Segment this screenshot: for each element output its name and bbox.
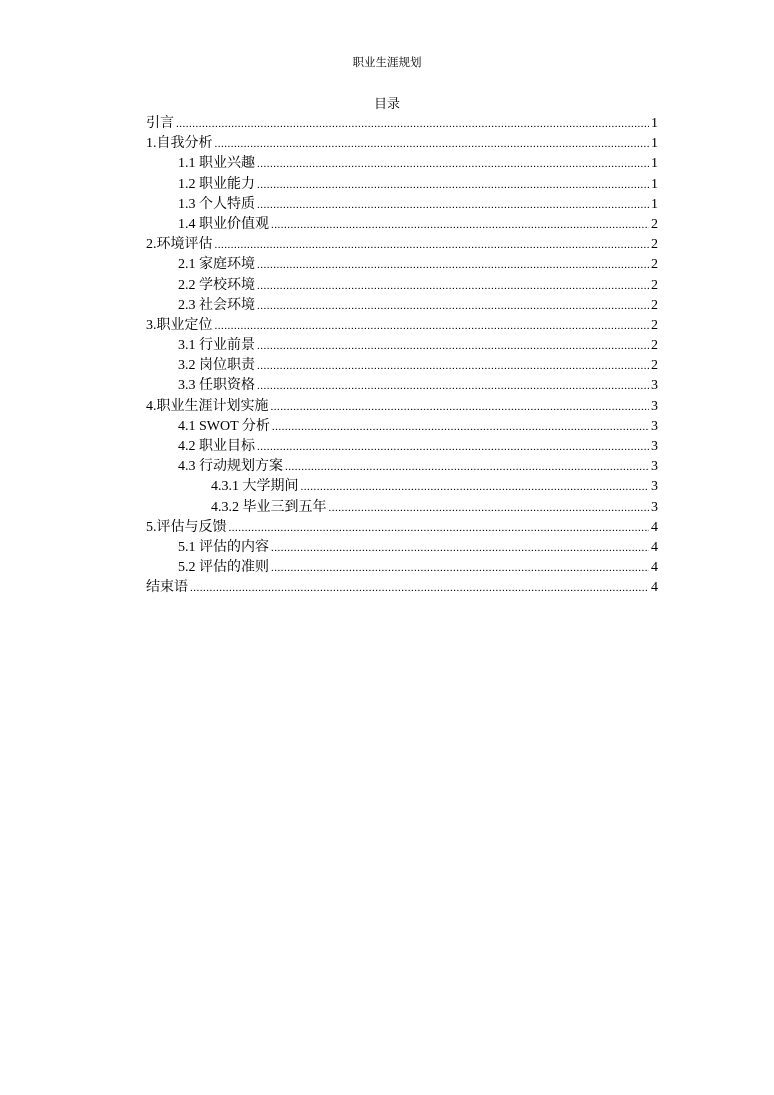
toc-entry[interactable] bbox=[146, 457, 658, 477]
toc-dot-leader bbox=[215, 235, 650, 255]
toc-entry[interactable] bbox=[146, 397, 658, 417]
toc-dot-leader bbox=[257, 437, 649, 457]
toc-entry-page-number: 2 bbox=[651, 297, 658, 313]
toc-entry[interactable] bbox=[146, 437, 658, 457]
toc-entry[interactable] bbox=[146, 235, 658, 255]
toc-entry-label: 4.2 职业目标 bbox=[178, 439, 255, 454]
toc-entry-page-number: 2 bbox=[651, 237, 658, 253]
toc-entry-page-number: 4 bbox=[651, 539, 658, 555]
toc-entry[interactable] bbox=[146, 498, 658, 518]
toc-entry-label: 5.评估与反馈 bbox=[146, 519, 227, 535]
toc-entry-page-number: 2 bbox=[651, 358, 658, 374]
toc-entry[interactable] bbox=[146, 195, 658, 215]
toc-entry-label: 4.职业生涯计划实施 bbox=[146, 398, 269, 414]
toc-dot-leader bbox=[272, 417, 649, 437]
toc-entry-label: 2.3 社会环境 bbox=[178, 297, 255, 313]
toc-entry[interactable] bbox=[146, 356, 658, 376]
toc-dot-leader bbox=[271, 538, 649, 558]
toc-dot-leader bbox=[176, 114, 649, 134]
toc-entry[interactable] bbox=[146, 134, 658, 154]
toc-entry[interactable] bbox=[146, 417, 658, 437]
toc-dot-leader bbox=[329, 498, 650, 518]
toc-dot-leader bbox=[271, 215, 649, 235]
toc-dot-leader bbox=[229, 518, 650, 538]
toc-entry[interactable] bbox=[146, 558, 658, 578]
toc-entry-label: 引言 bbox=[146, 116, 174, 131]
toc-entry-page-number: 1 bbox=[651, 156, 658, 172]
toc-entry-label: 3.1 行业前景 bbox=[178, 338, 255, 354]
toc-entry-page-number: 2 bbox=[651, 338, 658, 354]
toc-entry[interactable] bbox=[146, 477, 658, 497]
toc-entry-label: 5.1 评估的内容 bbox=[178, 539, 269, 555]
toc-entry-label: 1.1 职业兴趣 bbox=[178, 156, 255, 172]
toc-entry[interactable] bbox=[146, 336, 658, 356]
toc-entry-page-number: 4 bbox=[651, 560, 658, 576]
toc-entry[interactable] bbox=[146, 518, 658, 538]
toc-entry-label: 3.2 岗位职责 bbox=[178, 358, 255, 374]
toc-entry-page-number: 1 bbox=[651, 136, 658, 152]
toc-dot-leader bbox=[271, 558, 649, 578]
toc-dot-leader bbox=[301, 477, 650, 497]
toc-entry-label: 2.环境评估 bbox=[146, 237, 213, 253]
toc-dot-leader bbox=[257, 356, 649, 376]
page-header: 职业生涯规划 bbox=[352, 57, 422, 69]
toc-entry-label: 3.职业定位 bbox=[146, 317, 213, 333]
toc-entry[interactable] bbox=[146, 296, 658, 316]
toc-entry-label: 4.3.2 毕业三到五年 bbox=[211, 499, 327, 515]
toc-entry-page-number: 3 bbox=[651, 479, 658, 495]
table-of-contents bbox=[146, 114, 658, 599]
toc-entry[interactable] bbox=[146, 255, 658, 275]
toc-entry[interactable] bbox=[146, 114, 658, 134]
toc-entry[interactable] bbox=[146, 175, 658, 195]
toc-entry-page-number: 2 bbox=[651, 317, 658, 333]
toc-entry[interactable] bbox=[146, 376, 658, 396]
toc-dot-leader bbox=[257, 255, 649, 275]
toc-entry-page-number: 3 bbox=[651, 439, 658, 454]
toc-entry-label: 结束语 bbox=[146, 580, 188, 596]
toc-entry-page-number: 3 bbox=[651, 418, 658, 434]
toc-entry-label: 4.1 SWOT 分析 bbox=[178, 418, 270, 434]
toc-entry-label: 1.2 职业能力 bbox=[178, 176, 255, 192]
toc-entry-label: 1.4 职业价值观 bbox=[178, 216, 269, 232]
toc-entry-label: 1.自我分析 bbox=[146, 136, 213, 152]
toc-entry-page-number: 1 bbox=[651, 116, 658, 131]
toc-entry-page-number: 3 bbox=[651, 459, 658, 475]
toc-entry-label: 3.3 任职资格 bbox=[178, 378, 255, 394]
toc-entry-page-number: 3 bbox=[651, 398, 658, 414]
toc-entry-page-number: 3 bbox=[651, 378, 658, 394]
toc-entry-label: 4.3.1 大学期间 bbox=[211, 479, 299, 495]
toc-entry-page-number: 4 bbox=[651, 580, 658, 596]
toc-entry-page-number: 2 bbox=[651, 216, 658, 232]
toc-dot-leader bbox=[285, 457, 649, 477]
toc-entry-label: 2.1 家庭环境 bbox=[178, 257, 255, 273]
toc-entry-page-number: 4 bbox=[651, 519, 658, 535]
toc-title: 目录 bbox=[373, 96, 400, 111]
toc-entry[interactable] bbox=[146, 538, 658, 558]
toc-entry[interactable] bbox=[146, 578, 658, 598]
toc-entry[interactable] bbox=[146, 316, 658, 336]
toc-dot-leader bbox=[257, 154, 649, 174]
toc-entry-page-number: 3 bbox=[651, 499, 658, 515]
toc-entry-page-number: 1 bbox=[651, 176, 658, 192]
toc-entry-label: 1.3 个人特质 bbox=[178, 196, 255, 212]
toc-dot-leader bbox=[257, 376, 649, 396]
toc-entry[interactable] bbox=[146, 215, 658, 235]
toc-dot-leader bbox=[190, 578, 649, 598]
toc-entry-page-number: 2 bbox=[651, 277, 658, 293]
toc-dot-leader bbox=[271, 397, 650, 417]
toc-entry[interactable] bbox=[146, 154, 658, 174]
toc-dot-leader bbox=[257, 195, 649, 215]
toc-dot-leader bbox=[257, 296, 649, 316]
toc-entry[interactable] bbox=[146, 276, 658, 296]
toc-entry-page-number: 2 bbox=[651, 257, 658, 273]
toc-entry-page-number: 1 bbox=[651, 196, 658, 212]
toc-dot-leader bbox=[257, 175, 649, 195]
toc-dot-leader bbox=[215, 134, 650, 154]
toc-dot-leader bbox=[215, 316, 650, 336]
toc-dot-leader bbox=[257, 276, 649, 296]
toc-entry-label: 4.3 行动规划方案 bbox=[178, 459, 283, 475]
toc-entry-label: 2.2 学校环境 bbox=[178, 277, 255, 293]
toc-dot-leader bbox=[257, 336, 649, 356]
toc-entry-label: 5.2 评估的准则 bbox=[178, 560, 269, 576]
